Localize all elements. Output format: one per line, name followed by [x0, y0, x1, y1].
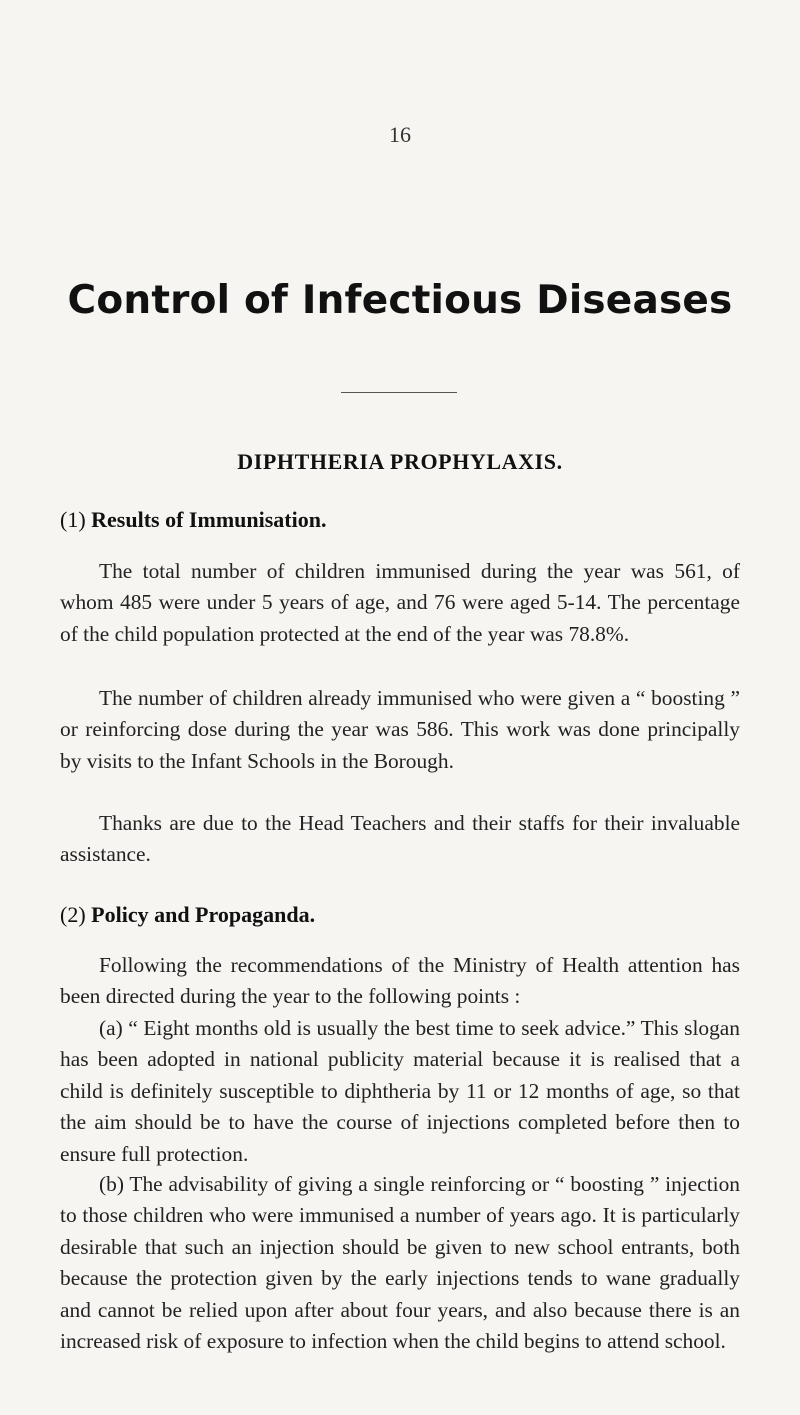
subsection-1-heading [60, 507, 326, 533]
subsection-2-item-b: (b) The advisability of giving a single reinforcing or “ boosting ” injection to those children who were immunised a number of years ago. It is particularly desirable that such an injection should be given to new school entrants, both because the protection given by the early injections tends to wane gradually and cannot be relied upon after about four years, and also because there is an increased risk of exposure to infection when the child begins to attend school. [60, 1172, 740, 1354]
document-page [60, 0, 740, 1415]
title-divider [341, 392, 457, 393]
page-number: 16 [389, 122, 411, 147]
subsection-2-number: (2) [60, 902, 86, 927]
subsection-2-heading [60, 902, 315, 928]
subsection-2-paragraph-1: Following the recommendations of the Ministry of Health attention has been directed during the year to the following points : [60, 953, 740, 1009]
subsection-1-paragraph-2: The number of children already immunised who were given a “ boosting ” or reinforcing dose during the year was 586. This work was done principally by visits to the Infant Schools in the Borough. [60, 686, 740, 773]
subsection-1-paragraph-1: The total number of children immunised during the year was 561, of whom 485 were under 5 years of age, and 76 were aged 5-14. The percentage of the child population protected at the end of the year was 78.8%. [60, 559, 740, 646]
subsection-1-number: (1) [60, 507, 86, 532]
subsection-2-title: Policy and Propaganda. [91, 902, 316, 927]
subsection-2-item-a: (a) “ Eight months old is usually the best time to seek advice.” This slogan has been adopted in national publicity material because it is realised that a child is definitely susceptible to diphtheria by 11 or 12 months of age, so that the aim should be to have the course of injections completed before then to ensure full protection. [60, 1016, 740, 1166]
subsection-1-title: Results of Immunisation. [91, 507, 327, 532]
subsection-1-paragraph-3: Thanks are due to the Head Teachers and their staffs for their invaluable assistance. [60, 811, 740, 867]
section-title: DIPHTHERIA PROPHYLAXIS. [237, 449, 563, 474]
page-title: Control of Infectious Diseases [67, 278, 733, 323]
